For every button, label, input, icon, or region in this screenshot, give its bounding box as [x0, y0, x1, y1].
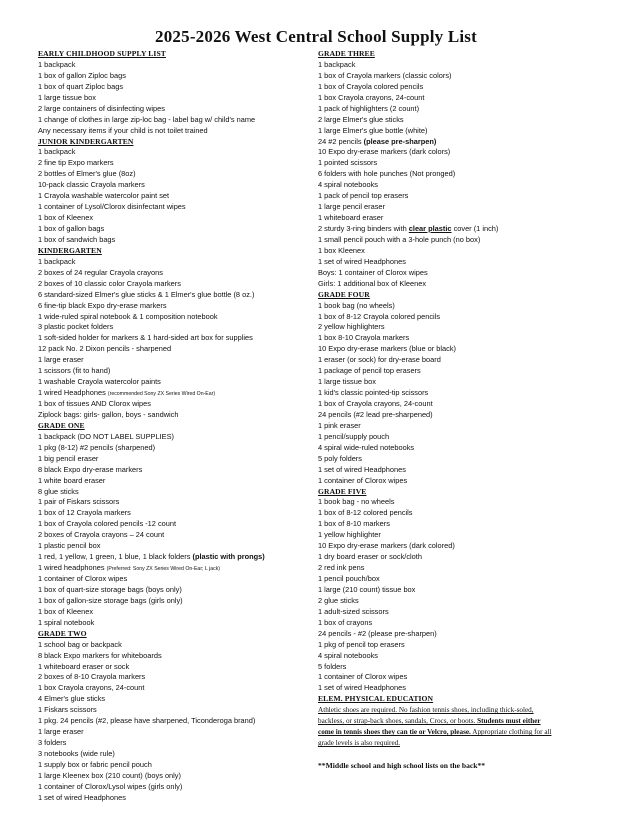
list-item: 1 yellow highlighter [318, 530, 381, 540]
list-item: 6 fine-tip black Expo dry-erase markers [38, 300, 167, 310]
list-item: 1 soft-sided holder for markers & 1 hard-sided art box for supplies [38, 333, 253, 343]
list-kindergarten-b [38, 399, 313, 421]
list-grade-one-a [38, 432, 313, 552]
list-item: 2 boxes of 24 regular Crayola crayons [38, 267, 163, 277]
list-item: 2 fine tip Expo markers [38, 158, 114, 168]
list-item: 1 adult-sized scissors [318, 606, 389, 616]
list-grade-two [38, 640, 313, 804]
list-item [318, 224, 598, 235]
list-item: 1 washable Crayola watercolor paints [38, 377, 161, 387]
folders-text: 1 red, 1 yellow, 1 green, 1 blue, 1 black folders [38, 552, 193, 562]
heading-grade-three: GRADE THREE [318, 49, 375, 58]
pe-text-bold: Students must either come in tennis shoes they can tie or Velcro, please. [318, 717, 541, 737]
physical-education-text [318, 705, 553, 749]
right-column [318, 49, 598, 770]
list-item: 1 package of pencil top erasers [318, 366, 421, 376]
list-item: 1 Crayola washable watercolor paint set [38, 191, 170, 201]
list-item: 4 spiral notebooks [318, 180, 378, 190]
list-item: 1 box Crayola crayons, 24-count [318, 92, 425, 102]
binders-text: 2 sturdy 3-ring binders with [318, 224, 409, 233]
list-grade-three-b [318, 147, 598, 224]
list-junior-kindergarten [38, 147, 313, 245]
list-item: 2 glue sticks [318, 595, 359, 605]
headphones-note: (recommended Sony ZX Series Wired On-Ear) [107, 391, 216, 398]
list-item: 1 container of Lysol/Clorox disinfectant wipes [38, 202, 186, 212]
list-item: 1 large eraser [38, 355, 84, 365]
list-item: 1 large pencil eraser [318, 202, 385, 212]
list-item: 1 box of Kleenex [38, 213, 94, 223]
list-item: 1 box 8-10 Crayola markers [318, 333, 410, 343]
list-item: 10 Expo dry-erase markers (dark colored) [318, 541, 455, 551]
pencils-text: 24 #2 pencils [318, 136, 364, 146]
page-title: 2025-2026 West Central School Supply List [155, 27, 477, 46]
list-item: 5 folders [318, 661, 347, 671]
list-item: 3 folders [38, 738, 67, 748]
list-item: 1 Fiskars scissors [38, 705, 97, 715]
list-item: 1 box of Crayola colored pencils [318, 81, 424, 91]
binders-bold-text: clear plastic [408, 224, 452, 233]
list-kindergarten-a [38, 257, 313, 388]
headphones-text: 1 wired Headphones [38, 388, 108, 398]
list-item: 3 plastic pocket folders [38, 322, 114, 332]
heading-junior-kindergarten: JUNIOR KINDERGARTEN [38, 136, 134, 146]
list-item: 1 kid's classic pointed-tip scissors [318, 388, 429, 398]
list-grade-four [318, 301, 598, 487]
list-item: 1 large tissue box [38, 92, 96, 102]
list-item: 1 box of quart Ziploc bags [38, 81, 124, 91]
binders-post-text: cover (1 inch) [451, 224, 499, 233]
list-item: 1 box of gallon bags [38, 224, 105, 233]
list-item: 1 set of wired Headphones [318, 256, 406, 266]
list-item: 1 pair of Fiskars scissors [38, 497, 120, 507]
list-item: 2 boxes of Crayola crayons – 24 count [38, 530, 165, 540]
list-item: 1 box of Kleenex [38, 606, 94, 616]
list-item: 1 pkg. 24 pencils (#2, please have sharpened, Ticonderoga brand) [38, 716, 256, 726]
list-grade-one-b [38, 574, 313, 629]
footnote: **Middle school and high school lists on the back** [318, 761, 486, 771]
list-item: 8 black Expo dry-erase markers [38, 464, 143, 474]
list-item: 1 spiral notebook [38, 617, 95, 627]
list-item: 1 backpack (DO NOT LABEL SUPPLIES) [38, 431, 174, 441]
list-item: 1 box of Crayola markers (classic colors) [318, 70, 452, 80]
list-item: 1 box of Crayola colored pencils -12 count [38, 519, 177, 529]
list-item: 1 pkg (8-12) #2 pencils (sharpened) [38, 442, 156, 452]
list-item: 1 large Kleenex box (210 count) (boys only) [38, 770, 181, 780]
list-item: 1 backpack [38, 147, 76, 157]
heading-early-childhood: EARLY CHILDHOOD SUPPLY LIST [38, 49, 166, 58]
list-item [38, 552, 313, 563]
list-item: 1 set of wired Headphones [318, 464, 406, 474]
list-item: 10 Expo dry-erase markers (dark colors) [318, 147, 451, 157]
list-item: 2 yellow highlighters [318, 322, 385, 332]
list-item: 1 box of tissues AND Clorox wipes [38, 399, 151, 408]
list-item: Any necessary items if your child is not toilet trained [38, 125, 208, 135]
list-item: Boys: 1 container of Clorox wipes [318, 267, 428, 277]
list-item: 2 boxes of 10 classic color Crayola markers [38, 278, 181, 288]
list-item: 1 pencil/supply pouch [318, 431, 390, 441]
list-item: 1 box Kleenex [318, 245, 365, 255]
list-item: 1 container of Clorox wipes [38, 574, 128, 583]
list-item: 10-pack classic Crayola markers [38, 180, 145, 190]
list-item: 4 spiral notebooks [318, 650, 378, 660]
pencils-bold-text: (please pre-sharpen) [363, 136, 437, 146]
list-item: 8 glue sticks [38, 486, 79, 496]
list-item: 1 large eraser [38, 727, 84, 737]
list-item: 1 box of gallon Ziploc bags [38, 70, 126, 80]
list-item: 1 pencil pouch/box [318, 574, 380, 583]
list-item: 1 white board eraser [38, 475, 106, 485]
heading-grade-four: GRADE FOUR [318, 289, 370, 299]
list-item: 1 box of gallon-size storage bags (girls only) [38, 595, 183, 605]
list-item: 1 supply box or fabric pencil pouch [38, 759, 152, 769]
list-item: 1 large tissue box [318, 377, 376, 387]
heading-grade-two: GRADE TWO [38, 628, 87, 638]
list-item: 1 box of quart-size storage bags (boys only) [38, 584, 182, 594]
list-item: 1 box of sandwich bags [38, 234, 116, 244]
list-item [318, 137, 598, 148]
list-item: 1 box of 8-12 colored pencils [318, 508, 413, 518]
heading-grade-one: GRADE ONE [38, 420, 85, 430]
list-grade-five [318, 497, 598, 694]
list-item: 1 backpack [318, 59, 356, 69]
pe-text-a: Athletic shoes are required. No fashion tennis shoes, including thick-soled, backless, or strap-back shoes, sandals, Crocs, or boots. [318, 706, 534, 726]
list-item: 1 container of Clorox wipes [318, 672, 408, 682]
list-item: 1 scissors (fit to hand) [38, 366, 111, 376]
list-item: 1 pink eraser [318, 420, 361, 430]
list-early-childhood [38, 60, 313, 137]
list-item: 6 standard-sized Elmer's glue sticks & 1 Elmer's glue bottle (8 oz.) [38, 289, 255, 299]
list-item: 2 boxes of 8-10 Crayola markers [38, 672, 146, 682]
list-item: 24 pencils (#2 lead pre-sharpened) [318, 409, 433, 419]
list-item: 1 wide-ruled spiral notebook & 1 composition notebook [38, 311, 218, 321]
list-item: 4 Elmer's glue sticks [38, 694, 106, 704]
list-item: 8 black Expo markers for whiteboards [38, 650, 162, 660]
pe-text-b: Appropriate clothing for all grade levels is also required. [318, 728, 552, 748]
headphones-text: 1 wired headphones [38, 563, 107, 573]
list-item: 10 Expo dry-erase markers (blue or black) [318, 344, 457, 354]
list-item: 1 box of Crayola crayons, 24-count [318, 399, 433, 408]
left-column [38, 49, 313, 804]
list-item: 5 poly folders [318, 453, 362, 463]
list-grade-three-a [318, 60, 598, 137]
list-item: 2 bottles of Elmer's glue (8oz) [38, 169, 136, 179]
list-item: 1 container of Clorox/Lysol wipes (girls only) [38, 781, 183, 791]
list-item: 1 box of crayons [318, 617, 373, 627]
list-item [38, 563, 313, 574]
list-item: 1 box of 8-10 markers [318, 519, 390, 529]
list-item: 1 pack of pencil top erasers [318, 191, 409, 201]
list-item: 1 set of wired Headphones [38, 792, 126, 802]
list-item: Girls: 1 additional box of Kleenex [318, 278, 427, 288]
list-item: 1 book bag - no wheels [318, 497, 395, 507]
list-item: 1 container of Clorox wipes [318, 475, 408, 485]
list-item: 1 box of 12 Crayola markers [38, 508, 131, 518]
list-item: 1 set of wired Headphones [318, 683, 406, 693]
list-item: 1 pointed scissors [318, 158, 378, 168]
list-item: 1 book bag (no wheels) [318, 300, 395, 310]
list-item: 1 small pencil pouch with a 3-hole punch (no box) [318, 234, 481, 244]
folders-bold-text: (plastic with prongs) [192, 552, 265, 562]
list-item: 1 whiteboard eraser or sock [38, 661, 130, 671]
list-item: 1 pkg of pencil top erasers [318, 639, 405, 649]
list-grade-three-c [318, 235, 598, 290]
list-item: 1 large Elmer's glue bottle (white) [318, 125, 428, 135]
list-item: 1 large (210 count) tissue box [318, 584, 416, 594]
list-item: 1 backpack [38, 59, 76, 69]
list-item: 1 pack of highlighters (2 count) [318, 103, 420, 113]
list-item: 1 school bag or backpack [38, 639, 122, 649]
list-item: 1 box Crayola crayons, 24-count [38, 683, 145, 693]
list-item: 3 notebooks (wide rule) [38, 749, 115, 758]
list-item: 2 red ink pens [318, 563, 365, 573]
list-item: 12 pack No. 2 Dixon pencils - sharpened [38, 344, 172, 354]
list-item: 1 change of clothes in large zip-loc bag - label bag w/ child's name [38, 114, 256, 124]
list-item: 24 pencils - #2 (please pre-sharpen) [318, 628, 437, 638]
heading-grade-five: GRADE FIVE [318, 486, 367, 496]
list-item: 1 plastic pencil box [38, 541, 101, 551]
list-item: 1 eraser (or sock) for dry-erase board [318, 355, 441, 365]
list-item: 1 whiteboard eraser [318, 213, 384, 223]
heading-physical-education: ELEM. PHYSICAL EDUCATION [318, 694, 434, 704]
list-item: 6 folders with hole punches (Not pronged) [318, 169, 456, 179]
headphones-note: (Preferred: Sony ZX Series Wired On-Ear; L jack) [106, 566, 221, 573]
list-item [38, 388, 313, 399]
list-item: 1 backpack [38, 256, 76, 266]
list-item: 4 spiral wide-ruled notebooks [318, 442, 415, 452]
list-item: 1 big pencil eraser [38, 453, 99, 463]
list-item: 1 dry board eraser or sock/cloth [318, 552, 422, 562]
list-item: Ziplock bags: girls- gallon, boys - sandwich [38, 409, 179, 419]
list-item: 2 large containers of disinfecting wipes [38, 103, 165, 113]
heading-kindergarten: KINDERGARTEN [38, 245, 102, 255]
list-item: 2 large Elmer's glue sticks [318, 114, 404, 124]
list-item: 1 box of 8-12 Crayola colored pencils [318, 311, 441, 321]
